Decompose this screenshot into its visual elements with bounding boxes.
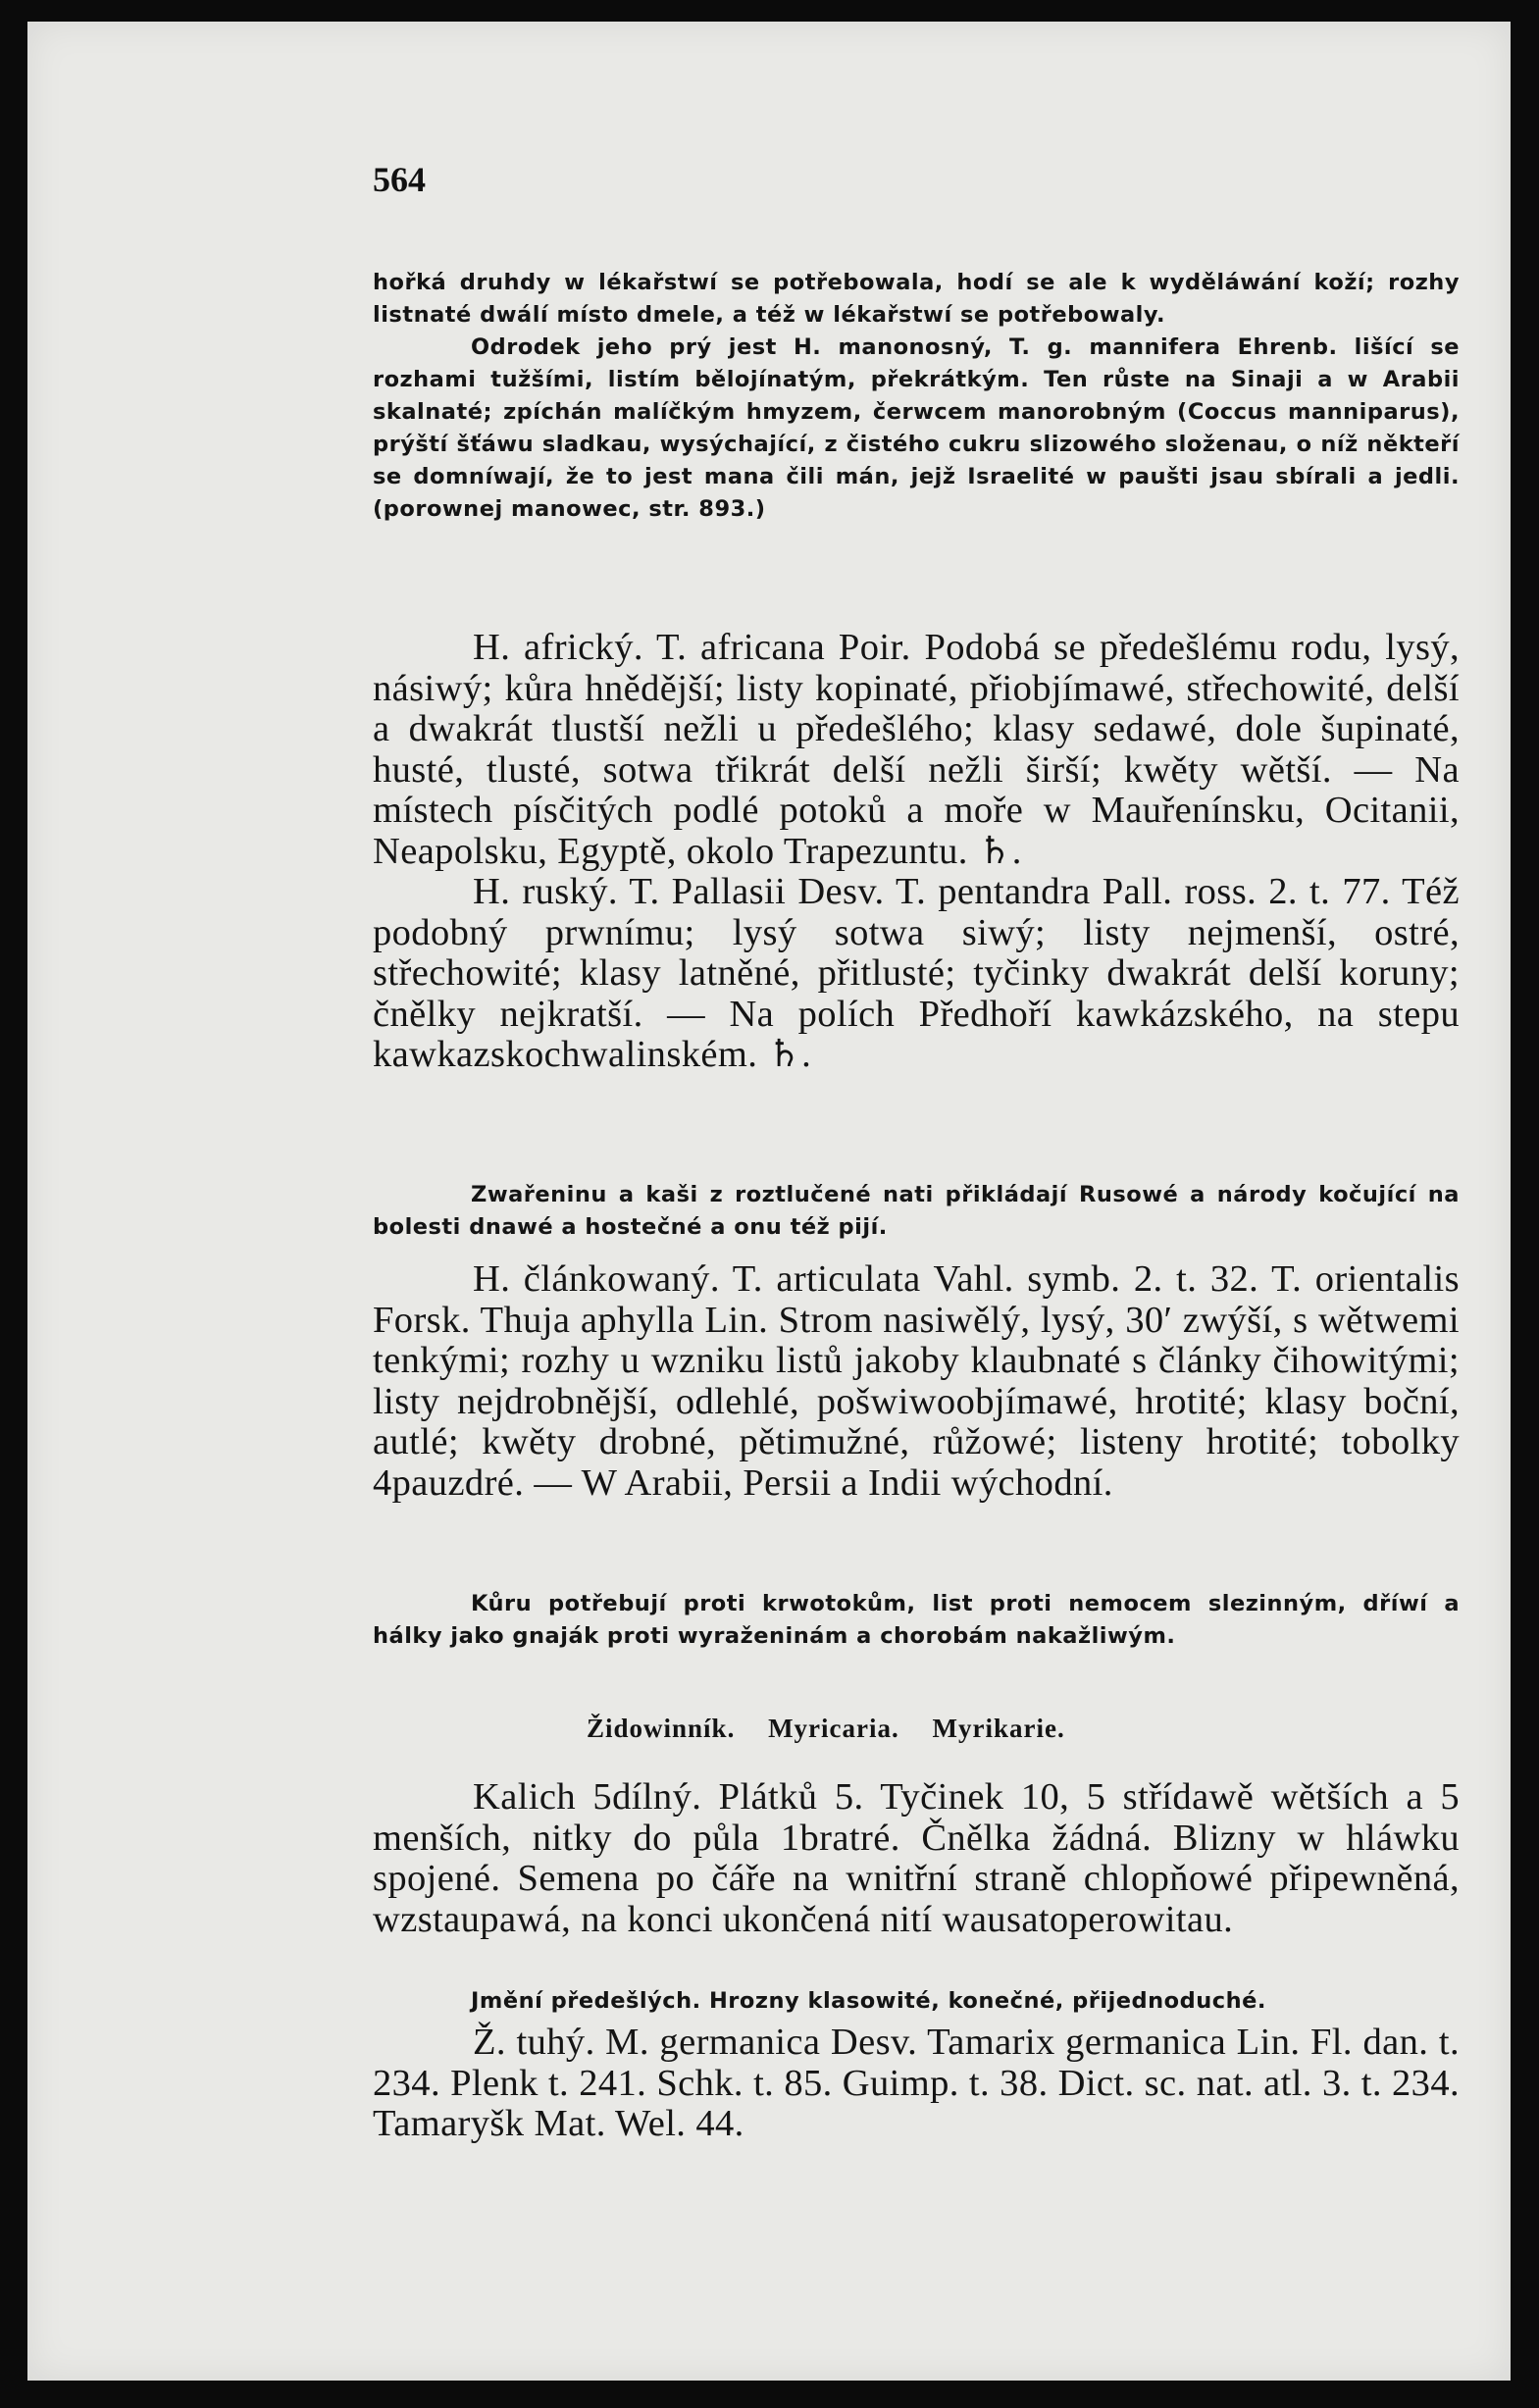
section-bark-use-note [373, 1588, 1460, 1653]
paragraph-medicinal-use: hořká druhdy w lékařstwí se potřebowala, hodí se ale k wyděláwání koží; rozhy listnaté dwálí místo dmele, a též w lékařstwí se potřebowaly. [373, 270, 1460, 328]
scanned-page [27, 22, 1511, 2381]
paragraph-tamarix-africana: H. africký. T. africana Poir. Podobá se předešlému rodu, lysý, násiwý; kůra hnědější; listy kopinaté, přiobjímawé, střechowité, delší a dwakrát tlustší nežli u předešlého; klasy sedawé, dole šupinaté, husté, tlusté, sotwa třikrát delší nežli širší; kwěty wětší. — Na místech písčitých podlé potoků a moře w Mauřenínsku, Ocitanii, Neapolsku, Egyptě, okolo Trapezuntu. ♄. [373, 627, 1460, 872]
section-genus-description [373, 1777, 1460, 1940]
section-genus-habit [373, 1985, 1460, 2018]
paragraph-russian-use: Zwařeninu a kaši z roztlučené nati přikládají Rusowé a národy kočující na bolesti dnawé a hostečné a onu též pijí. [373, 1182, 1460, 1240]
genus-name-russian: Myrikarie. [932, 1714, 1065, 1743]
section-species-descriptions [373, 628, 1460, 1076]
genus-name-czech: Židowinník. [587, 1714, 736, 1743]
paragraph-manna-variety: Odrodek jeho prý jest H. manonosný, T. g. mannifera Ehrenb. lišící se rozhami tužšími, listím bělojínatým, překrátkým. Ten růste na Sinaji a w Arabii skalnaté; zpíchán malíčkým hmyzem, čerwcem manorobným (Coccus manniparus), prýští šťáwu sladkau, wysýchající, z čistého cukru slizowého složenau, o níž někteří se domníwají, že to jest mana čili mán, jejž Israelité w paušti jsau sbírali a jedli. (porownej manowec, str. 893.) [373, 334, 1460, 522]
paragraph-tamarix-articulata: H. článkowaný. T. articulata Vahl. symb. 2. t. 32. T. orientalis Forsk. Thuja aphylla Lin. Strom nasiwělý, lysý, 30′ zwýší, s wětwemi tenkými; rozhy u wzniku listů jakoby klaubnaté s články čihowitými; listy nejdrobnější, odlehlé, pošwiwoobjímawé, hrotité; klasy boční, autlé; kwěty drobné, pětimužné, růžowé; listeny hrotité; tobolky 4pauzdré. — W Arabii, Persii a Indii wýchodní. [373, 1258, 1460, 1504]
paragraph-tamarix-pallasii: H. ruský. T. Pallasii Desv. T. pentandra Pall. ross. 2. t. 77. Též podobný prwnímu; lysý sotwa siwý; listy nejmenší, ostré, střechowité; klasy latněné, přitlusté; tyčinky dwakrát delší koruny; čnělky nejkratší. — Na polích Předhoří kawkázského, na stepu kawkazskochwalinském. ♄. [373, 871, 1460, 1075]
section-myricaria-germanica [373, 2023, 1460, 2145]
genus-name-latin: Myricaria. [768, 1714, 899, 1743]
paragraph-genus-habit: Jmění předešlých. Hrozny klasowité, konečné, přijednoduché. [471, 1988, 1266, 2014]
page-number: 564 [373, 160, 426, 199]
section-tamarix-articulata [373, 1259, 1460, 1504]
paragraph-myricaria-germanica: Ž. tuhý. M. germanica Desv. Tamarix germanica Lin. Fl. dan. t. 234. Plenk t. 241. Schk. t. 85. Guimp. t. 38. Dict. sc. nat. atl. 3. t. 234. Tamaryšk Mat. Wel. 44. [373, 2022, 1460, 2144]
genus-heading [587, 1714, 1091, 1744]
paragraph-bark-use: Kůru potřebují proti krwotokům, list proti nemocem slezinným, dříwí a hálky jako gnaják proti wyraženinám a chorobám nakažliwým. [373, 1591, 1460, 1649]
section-tamarix-mannifera [373, 267, 1460, 526]
paragraph-genus-characters: Kalich 5dílný. Plátků 5. Tyčinek 10, 5 střídawě wětších a 5 menších, nitky do půla 1bratré. Čnělka žádná. Blizny w hláwku spojené. Semena po čáře na wnitřní straně chlopňowé připewněná, wzstaupawá, na konci ukončená nití wausatoperowitau. [373, 1776, 1460, 1940]
section-russian-use-note [373, 1179, 1460, 1244]
